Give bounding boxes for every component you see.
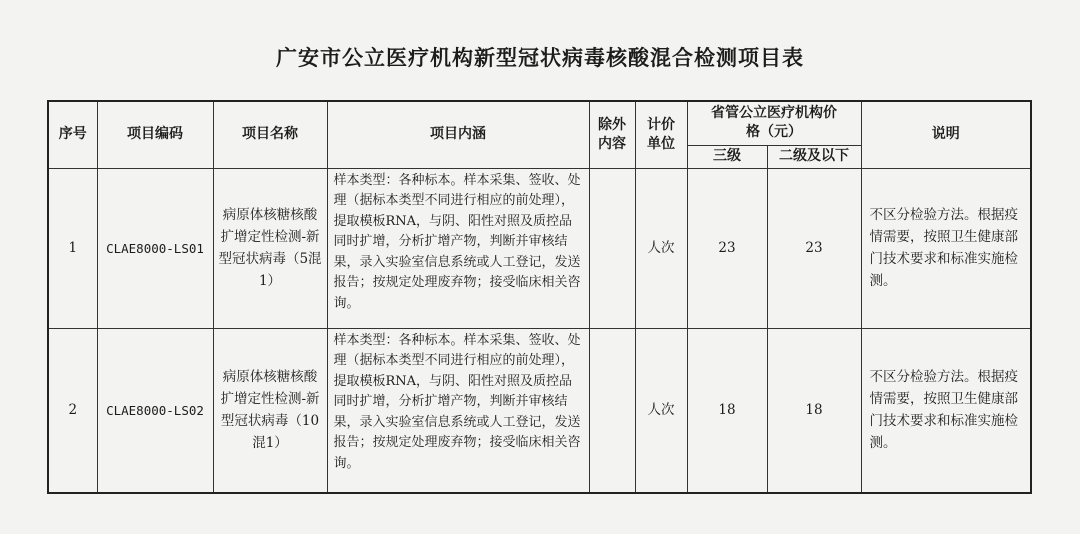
row-name: 病原体核糖核酸扩增定性检测-新型冠状病毒（5混1） xyxy=(213,168,327,328)
header-level2: 二级及以下 xyxy=(767,145,861,168)
row-code: CLAE8000-LS01 xyxy=(97,168,213,328)
header-content: 项目内涵 xyxy=(327,101,589,168)
header-name: 项目名称 xyxy=(213,101,327,168)
header-code: 项目编码 xyxy=(97,101,213,168)
header-note: 说明 xyxy=(861,101,1031,168)
row-content: 样本类型：各种标本。样本采集、签收、处理（据标本类型不同进行相应的前处理），提取模板RNA，与阴、阳性对照及质控品同时扩增，分析扩增产物，判断并审核结果，录入实验室信息系统或人工登记，发送报告；按规定处理废弃物；接受临床相关咨询。 xyxy=(327,328,589,493)
row-unit: 人次 xyxy=(635,328,687,493)
header-price-group: 省管公立医疗机构价格（元） xyxy=(687,101,861,145)
row-price-level2: 18 xyxy=(767,328,861,493)
row-price-level2: 23 xyxy=(767,168,861,328)
row-exclude xyxy=(589,168,635,328)
row-exclude xyxy=(589,328,635,493)
header-exclude: 除外内容 xyxy=(589,101,635,168)
row-note: 不区分检验方法。根据疫情需要，按照卫生健康部门技术要求和标准实施检测。 xyxy=(861,168,1031,328)
page-title: 广安市公立医疗机构新型冠状病毒核酸混合检测项目表 xyxy=(276,45,804,70)
row-note: 不区分检验方法。根据疫情需要，按照卫生健康部门技术要求和标准实施检测。 xyxy=(861,328,1031,493)
table-row xyxy=(48,328,1031,493)
header-level3: 三级 xyxy=(687,145,767,168)
row-seq: 1 xyxy=(48,168,97,328)
table-row xyxy=(48,168,1031,328)
header-seq: 序号 xyxy=(48,101,97,168)
header-unit: 计价单位 xyxy=(635,101,687,168)
row-code: CLAE8000-LS02 xyxy=(97,328,213,493)
row-name: 病原体核糖核酸扩增定性检测-新型冠状病毒（10混1） xyxy=(213,328,327,493)
project-table xyxy=(47,100,1032,494)
row-seq: 2 xyxy=(48,328,97,493)
row-price-level3: 18 xyxy=(687,328,767,493)
row-content: 样本类型：各种标本。样本采集、签收、处理（据标本类型不同进行相应的前处理），提取模板RNA，与阴、阳性对照及质控品同时扩增，分析扩增产物，判断并审核结果，录入实验室信息系统或人工登记，发送报告；按规定处理废弃物；接受临床相关咨询。 xyxy=(327,168,589,328)
row-price-level3: 23 xyxy=(687,168,767,328)
row-unit: 人次 xyxy=(635,168,687,328)
